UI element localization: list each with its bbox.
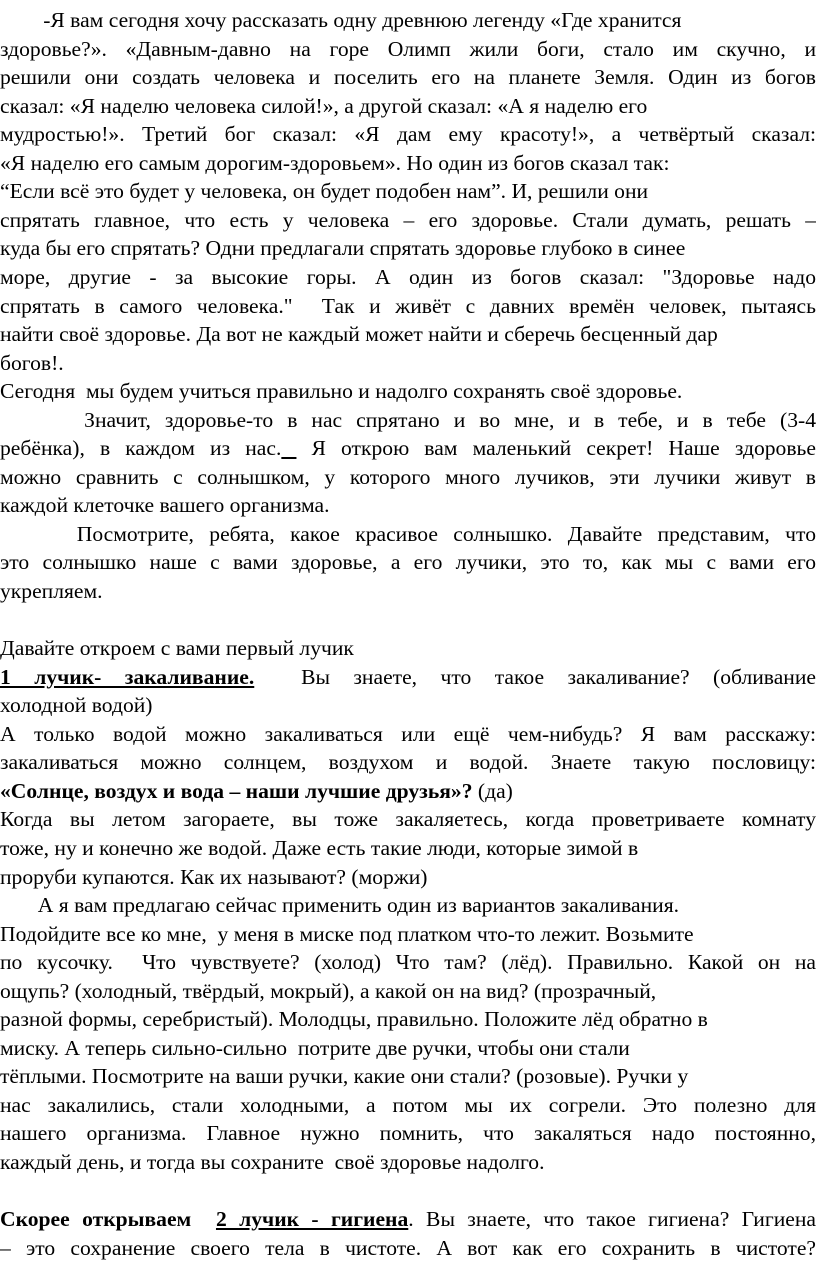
text-run: найти своё здоровье. Да вот не каждый может найти и сберечь бесценный дар <box>0 322 718 347</box>
text-run: . Вы знаете, что такое гигиена? Гигиена <box>408 1207 816 1232</box>
text-line <box>0 377 816 406</box>
text-line <box>0 1091 816 1120</box>
text-run: каждый день, и тогда вы сохраните своё здоровье надолго. <box>0 1150 545 1174</box>
text-line <box>0 891 816 920</box>
text-run: -Я вам сегодня хочу рассказать одну древнюю легенду «Где хранится <box>0 8 682 32</box>
text-run: проруби купаются. Как их называют? (моржи) <box>0 864 428 889</box>
text-run: богов!. <box>0 350 64 375</box>
text-run: по кусочку. Что чувствуете? (холод) Что там? (лёд). Правильно. Какой он на <box>0 950 816 975</box>
text-line <box>0 1062 816 1091</box>
text-line <box>0 177 816 206</box>
text-run: решили они создать человека и поселить его на планете Земля. Один из богов <box>0 65 816 90</box>
text-run: здоровье?». «Давным-давно на горе Олимп жили боги, стало им скучно, и <box>0 36 816 61</box>
text-line <box>0 149 816 178</box>
text-run: А я вам предлагаю сейчас применить один из вариантов закаливания. <box>0 893 680 918</box>
text-run: Когда вы летом загораете, вы тоже закаляетесь, когда проветриваете комнату <box>0 807 816 832</box>
text-run: Вы знаете, что такое закаливание? (обливание <box>254 664 816 689</box>
text-line <box>0 320 816 349</box>
text-run: “Если всё это будет у человека, он будет подобен нам”. И, решили они <box>0 179 649 204</box>
text-line <box>0 1119 816 1148</box>
text-run: ощупь? (холодный, твёрдый, мокрый), а какой он на вид? (прозрачный, <box>0 978 657 1003</box>
text-line <box>0 863 816 892</box>
text-run: мудростью!». Третий бог сказал: «Я дам ему красоту!», а четвёртый сказал: <box>0 122 816 147</box>
text-line <box>0 434 816 463</box>
text-run <box>204 1207 216 1231</box>
text-run: ребёнка), в каждом из нас. <box>0 436 282 461</box>
text-run: миску. А теперь сильно-сильно потрите две ручки, чтобы они стали <box>0 1035 630 1060</box>
text-line <box>0 720 816 749</box>
text-run: спрятать в самого человека." Так и живёт с давних времён человек, пытаясь <box>0 293 816 318</box>
text-line <box>0 606 816 635</box>
text-run: Сегодня мы будем учиться правильно и надолго сохранять своё здоровье. <box>0 379 683 404</box>
text-run: тоже, ну и конечно же водой. Даже есть такие люди, которые зимой в <box>0 835 639 860</box>
text-run: закаливаться можно солнцем, воздухом и водой. Знаете такую пословицу: <box>0 750 816 775</box>
text-line <box>0 748 816 777</box>
text-line <box>0 663 816 692</box>
text-line <box>0 120 816 149</box>
text-run: это солнышко наше с вами здоровье, а его лучики, это то, как мы с вами его <box>0 550 816 575</box>
text-run: нас закалились, стали холодными, а потом мы их согрели. Это полезно для <box>0 1092 816 1117</box>
text-run: (да) <box>472 778 513 803</box>
text-line <box>0 206 816 235</box>
text-run: холодной водой) <box>0 693 153 718</box>
text-line <box>0 1034 816 1063</box>
text-run: 2 лучик - гигиена <box>215 1207 409 1232</box>
text-line <box>0 777 816 806</box>
text-run: Я открою вам маленький секрет! Наше здоровье <box>296 436 816 461</box>
text-line <box>0 406 816 435</box>
text-run: куда бы его спрятать? Одни предлагали спрятать здоровье глубоко в синее <box>0 236 686 261</box>
text-run: Значит, здоровье-то в нас спрятано и во мне, и в тебе, и в тебе (3-4 <box>0 407 816 432</box>
text-run: «Солнце, воздух и вода – наши лучшие друзья»? <box>0 778 473 803</box>
text-line <box>0 948 816 977</box>
text-line <box>0 1205 816 1234</box>
text-line <box>0 977 816 1006</box>
text-line <box>0 577 816 606</box>
text-line <box>0 292 816 321</box>
text-line <box>0 463 816 492</box>
text-run <box>281 436 296 460</box>
text-run: нашего организма. Главное нужно помнить, что закаляться надо постоянно, <box>0 1121 816 1146</box>
text-run: 1 лучик- закаливание. <box>0 664 255 689</box>
text-line <box>0 691 816 720</box>
text-run: Посмотрите, ребята, какое красивое солнышко. Давайте представим, что <box>0 521 816 546</box>
text-line <box>0 520 816 549</box>
text-run: Давайте откроем с вами первый лучик <box>0 636 354 661</box>
text-line <box>0 263 816 292</box>
text-run: спрятать главное, что есть у человека – его здоровье. Стали думать, решать – <box>0 207 816 232</box>
text-run: можно сравнить с солнышком, у которого много лучиков, эти лучики живут в <box>0 464 816 489</box>
text-run: укрепляем. <box>0 579 103 603</box>
text-run: каждой клеточке вашего организма. <box>0 493 330 518</box>
text-line <box>0 1005 816 1034</box>
text-run: море, другие - за высокие горы. А один из богов сказал: "Здоровье надо <box>0 264 816 289</box>
text-line <box>0 634 816 663</box>
text-run: А только водой можно закаливаться или ещё чем-нибудь? Я вам расскажу: <box>0 721 816 746</box>
text-line <box>0 349 816 378</box>
text-run: Подойдите все ко мне, у меня в миске под платком что-то лежит. Возьмите <box>0 921 694 946</box>
text-line <box>0 6 816 35</box>
text-line <box>0 920 816 949</box>
text-run: разной формы, серебристый). Молодцы, правильно. Положите лёд обратно в <box>0 1007 708 1032</box>
text-run: сказал: «Я наделю человека силой!», а другой сказал: «А я наделю его <box>0 93 648 118</box>
text-line <box>0 63 816 92</box>
text-run: – это сохранение своего тела в чистоте. А вот как его сохранить в чистоте? <box>0 1235 816 1260</box>
text-line <box>0 1148 816 1177</box>
text-line <box>0 805 816 834</box>
text-line <box>0 92 816 121</box>
text-run: тёплыми. Посмотрите на ваши ручки, какие они стали? (розовые). Ручки у <box>0 1064 689 1089</box>
text-run: Скорее открываем <box>0 1207 204 1232</box>
text-line <box>0 234 816 263</box>
text-line <box>0 1177 816 1206</box>
text-line <box>0 491 816 520</box>
text-line <box>0 35 816 64</box>
text-line <box>0 834 816 863</box>
text-run: «Я наделю его самым дорогим-здоровьем». Но один из богов сказал так: <box>0 150 670 175</box>
text-line <box>0 548 816 577</box>
